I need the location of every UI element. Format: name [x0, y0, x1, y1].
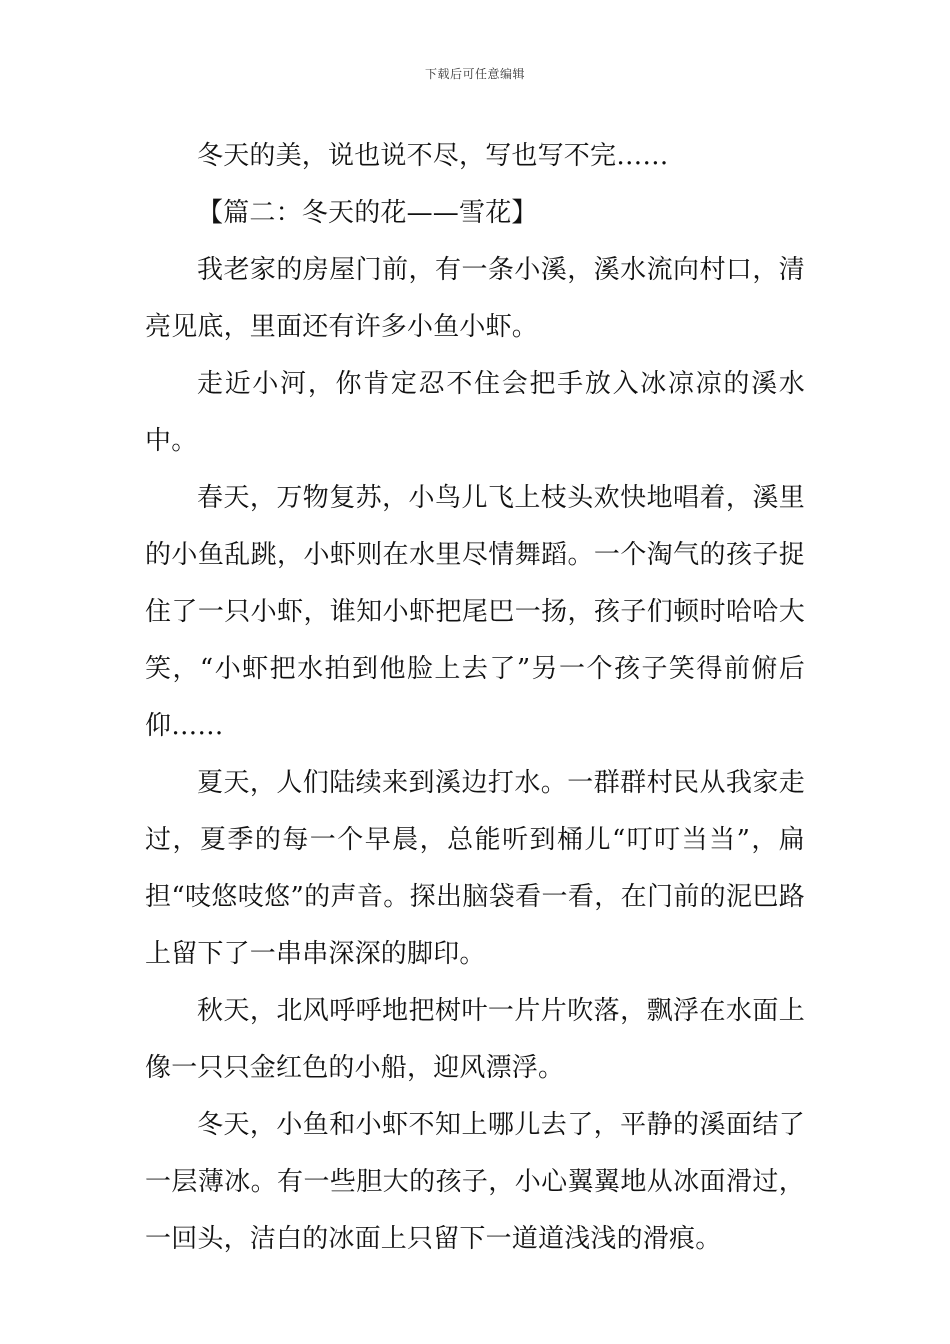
paragraph-winter: 冬天，小鱼和小虾不知上哪儿去了，平静的溪面结了一层薄冰。有一些胆大的孩子，小心翼翼地从冰面滑过，一回头，洁白的冰面上只留下一道道浅浅的滑痕。: [145, 1110, 805, 1254]
article-body: [145, 128, 805, 1268]
paragraph-stream-intro: 我老家的房屋门前，有一条小溪，溪水流向村口，清亮见底，里面还有许多小鱼小虾。: [145, 255, 805, 342]
header-note: 下载后可任意编辑: [424, 67, 525, 81]
paragraph-river-approach: 走近小河，你肯定忍不住会把手放入冰凉凉的溪水中。: [145, 369, 805, 456]
paragraph-closing-winter: 冬天的美，说也说不尽，写也写不完……: [197, 141, 669, 171]
paragraph-autumn: 秋天，北风呼呼地把树叶一片片吹落，飘浮在水面上像一只只金红色的小船，迎风漂浮。: [145, 996, 805, 1083]
paragraph-spring: 春天，万物复苏，小鸟儿飞上枝头欢快地唱着，溪里的小鱼乱跳，小虾则在水里尽情舞蹈。一个淘气的孩子捉住了一只小虾，谁知小虾把尾巴一扬，孩子们顿时哈哈大笑，“小虾把水拍到他脸上去了”另一个孩子笑得前俯后仰……: [145, 483, 805, 741]
paragraph-summer: 夏天，人们陆续来到溪边打水。一群群村民从我家走过，夏季的每一个早晨，总能听到桶儿“叮叮当当”，扁担“吱悠吱悠”的声音。探出脑袋看一看，在门前的泥巴路上留下了一串串深深的脚印。: [145, 768, 805, 969]
section-heading: 【篇二：冬天的花——雪花】: [197, 198, 538, 228]
